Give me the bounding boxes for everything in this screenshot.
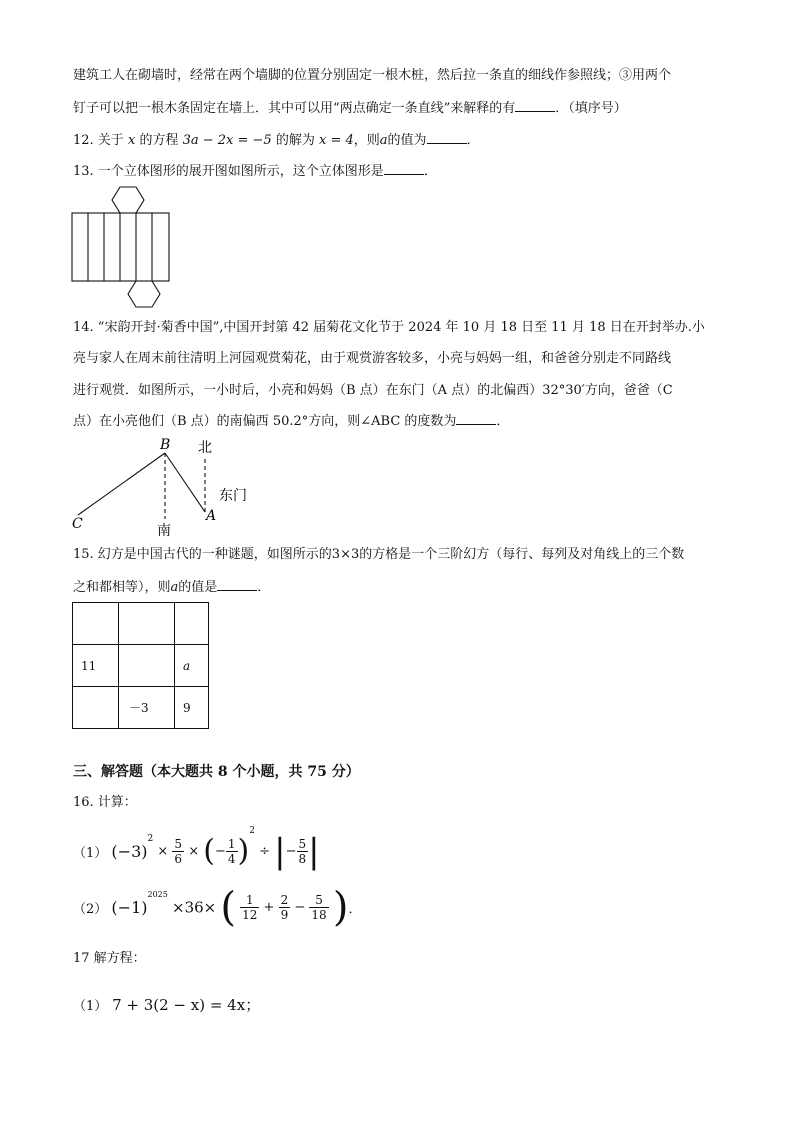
q15-line1: 15. 幻方是中国古代的一种谜题，如图所示的3×3的方格是一个三阶幻方（每行、每列及对角线上的三个数 (73, 547, 685, 562)
top-hexagon (112, 187, 144, 213)
hexagonal-prism-net-figure (71, 185, 171, 313)
grid-cell (175, 603, 209, 645)
q14-line2: 亮与家人在周末前往清明上河园观赏菊花，由于观赏游客较多，小亮与妈妈一组，和爸爸分别走不同路线 (73, 351, 672, 366)
label-C: C (72, 516, 83, 532)
label-south: 南 (157, 523, 171, 539)
q11-line2: 钉子可以把一根木条固定在墙上．其中可以用“两点确定一条直线”来解释的有 ．（填序号） (73, 101, 627, 116)
label-B: B (160, 437, 171, 453)
q12-line: 12. 关于 x 的方程 3a − 2x = −5 的解为 x = 4，则a的值为 ． (73, 133, 480, 148)
answer-blank[interactable] (427, 131, 467, 144)
answer-blank[interactable] (456, 412, 496, 425)
q16-part1-expression: （1） $(-3)^2$ × $\frac{5}{6}$ × (− $\frac{1}{4}$ )$^2$ ÷ |− $\frac{5}{8}$ | (73, 826, 320, 872)
q14-line3: 进行观赏．如图所示，一小时后，小亮和妈妈（B 点）在东门（A 点）的北偏西）32°30′方向，爸爸（C (73, 383, 673, 398)
direction-figure (68, 434, 268, 539)
q17-part1-equation: （1） 7 + 3(2 − x) = 4x； (73, 996, 261, 1014)
grid-cell: 9 (175, 687, 209, 729)
section-title: 三、解答题（本大题共 8 个小题，共 75 分） (73, 764, 360, 780)
answer-blank[interactable] (515, 99, 555, 112)
q15-line2: 之和都相等），则a的值是 ． (73, 580, 271, 595)
grid-cell: 11 (73, 645, 119, 687)
q16-title: 16. 计算： (73, 795, 137, 810)
label-east-gate: 东门 (219, 488, 247, 504)
q16-part2-expression: （2） $(-1)^{2025} \times 36\times$ ( $\frac{1}{12}$ + $\frac{2}{9}$ − $\frac{5}{18}$ )． (73, 884, 362, 931)
grid-cell: a (175, 645, 209, 687)
grid-cell: －3 (119, 687, 175, 729)
segment-BA (165, 453, 205, 512)
label-north: 北 (198, 440, 212, 456)
bottom-hexagon (128, 281, 160, 307)
magic-square-grid (72, 602, 209, 729)
answer-blank[interactable] (384, 162, 424, 175)
label-A: A (206, 508, 217, 524)
q14-line1: 14. “宋韵开封·菊香中国”,中国开封第 42 届菊花文化节于 2024 年 10 月 18 日至 11 月 18 日在开封举办.小 (73, 320, 705, 335)
grid-cell (73, 687, 119, 729)
q13-line: 13. 一个立体图形的展开图如图所示，这个立体图形是 ． (73, 164, 437, 179)
segment-BC (78, 453, 165, 515)
grid-cell (119, 645, 175, 687)
q11-line1: 建筑工人在砌墙时，经常在两个墙脚的位置分别固定一根木桩，然后拉一条直的细线作参照线；③用两个 (73, 68, 672, 83)
q14-line4: 点）在小亮他们（B 点）的南偏西 50.2°方向，则∠ABC 的度数为 ． (73, 414, 510, 429)
q17-title: 17 解方程： (73, 951, 146, 966)
grid-cell (73, 603, 119, 645)
answer-blank[interactable] (217, 578, 257, 591)
grid-cell (119, 603, 175, 645)
